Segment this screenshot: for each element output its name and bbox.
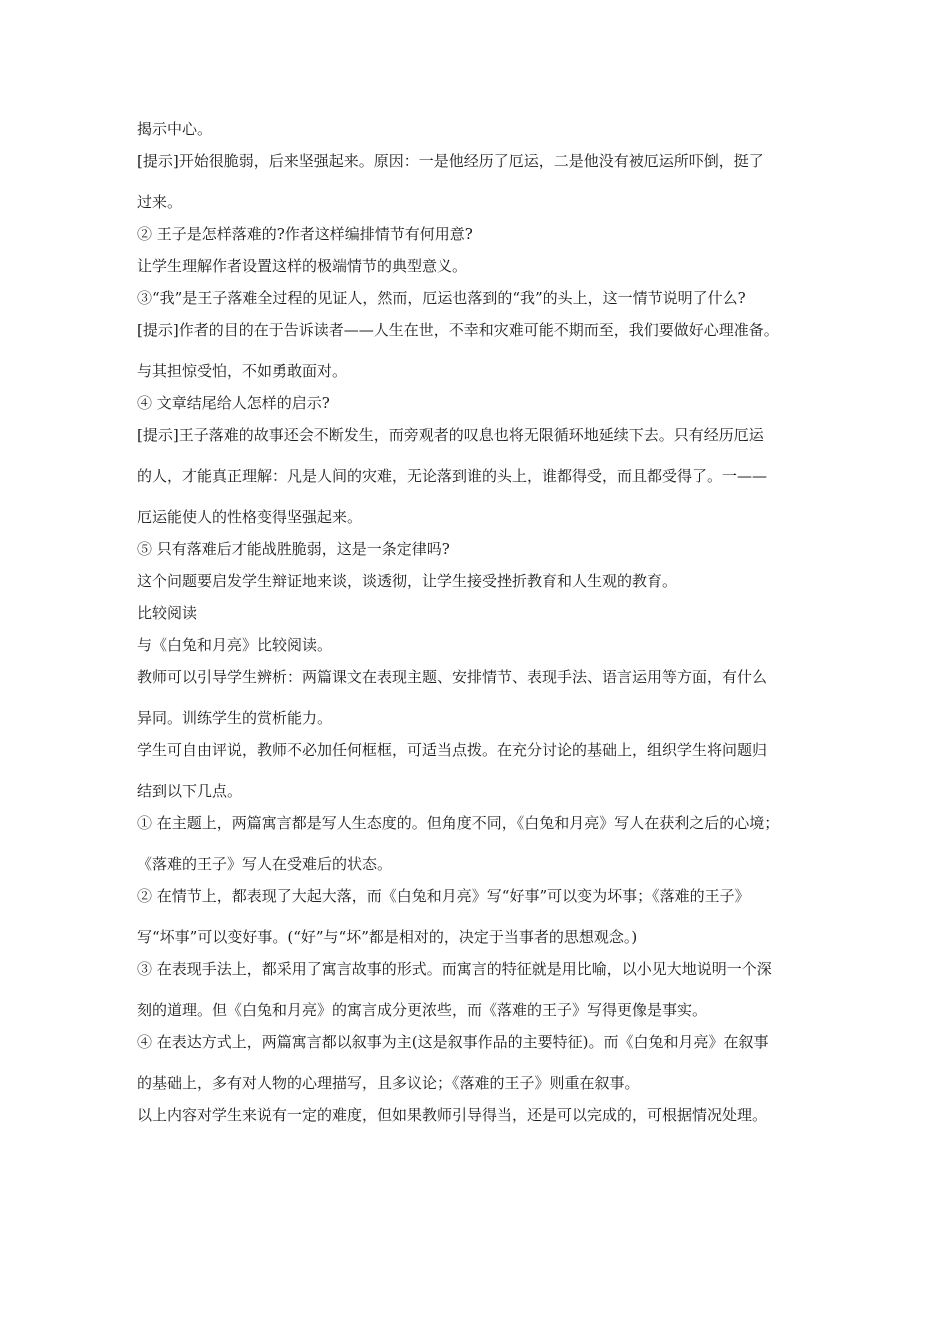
text-line: 厄运能使人的性格变得坚强起来。 — [137, 508, 363, 526]
text-line: 学生可自由评说，教师不必加任何框框，可适当点拨。在充分讨论的基础上，组织学生将问题归 — [137, 741, 768, 759]
text-line: ② 王子是怎样落难的?作者这样编排情节有何用意? — [137, 225, 473, 243]
text-line: 与《白兔和月亮》比较阅读。 — [137, 636, 333, 654]
text-line: ⑤ 只有落难后才能战胜脆弱，这是一条定律吗? — [137, 540, 450, 558]
text-line: [提示]开始很脆弱，后来坚强起来。原因：一是他经历了厄运，二是他没有被厄运所吓倒，挺了 — [137, 152, 764, 170]
text-line: 结到以下几点。 — [137, 782, 243, 800]
text-line: 以上内容对学生来说有一定的难度，但如果教师引导得当，还是可以完成的，可根据情况处理。 — [137, 1106, 768, 1124]
text-line: 《落难的王子》写人在受难后的状态。 — [137, 855, 393, 873]
document-body — [137, 118, 857, 1126]
text-line: ② 在情节上，都表现了大起大落，而《白兔和月亮》写“好事”可以变为坏事；《落难的王子》 — [137, 887, 750, 905]
text-line: 的基础上，多有对人物的心理描写，且多议论；《落难的王子》则重在叙事。 — [137, 1074, 640, 1092]
text-line: 写“坏事”可以变好事。(“好”与“坏”都是相对的，决定于当事者的思想观念。) — [137, 928, 638, 946]
text-line: 异同。训练学生的赏析能力。 — [137, 709, 333, 727]
text-line: ④ 文章结尾给人怎样的启示? — [137, 394, 330, 412]
text-line: ④ 在表达方式上，两篇寓言都以叙事为主(这是叙事作品的主要特征)。而《白兔和月亮》在叙事 — [137, 1033, 769, 1051]
text-line: 让学生理解作者设置这样的极端情节的典型意义。 — [137, 257, 468, 275]
text-line: 教师可以引导学生辨析：两篇课文在表现主题、安排情节、表现手法、语言运用等方面，有什么 — [137, 668, 768, 686]
text-line: 过来。 — [137, 193, 183, 211]
text-line: 这个问题要启发学生辩证地来谈，谈透彻，让学生接受挫折教育和人生观的教育。 — [137, 572, 678, 590]
section-heading: 比较阅读 — [137, 604, 198, 622]
text-line: [提示]王子落难的故事还会不断发生，而旁观者的叹息也将无限循环地延续下去。只有经历厄运 — [137, 426, 764, 444]
text-line: 刻的道理。但《白兔和月亮》的寓言成分更浓些，而《落难的王子》写得更像是事实。 — [137, 1001, 708, 1019]
text-line: ③ 在表现手法上，都采用了寓言故事的形式。而寓言的特征就是用比喻，以小见大地说明一个深 — [137, 960, 772, 978]
text-line: ① 在主题上，两篇寓言都是写人生态度的。但角度不同，《白兔和月亮》写人在获利之后的心境； — [137, 814, 780, 832]
text-line: 与其担惊受怕，不如勇敢面对。 — [137, 362, 348, 380]
text-line: ③“我”是王子落难全过程的见证人，然而，厄运也落到的“我”的头上，这一情节说明了什么? — [137, 289, 746, 307]
text-line: 的人，才能真正理解：凡是人间的灾难，无论落到谁的头上，谁都得受，而且都受得了。一—— — [137, 467, 768, 485]
text-line: [提示]作者的目的在于告诉读者——人生在世，不幸和灾难可能不期而至，我们要做好心理准备。 — [137, 321, 779, 339]
text-line: 揭示中心。 — [137, 120, 213, 138]
